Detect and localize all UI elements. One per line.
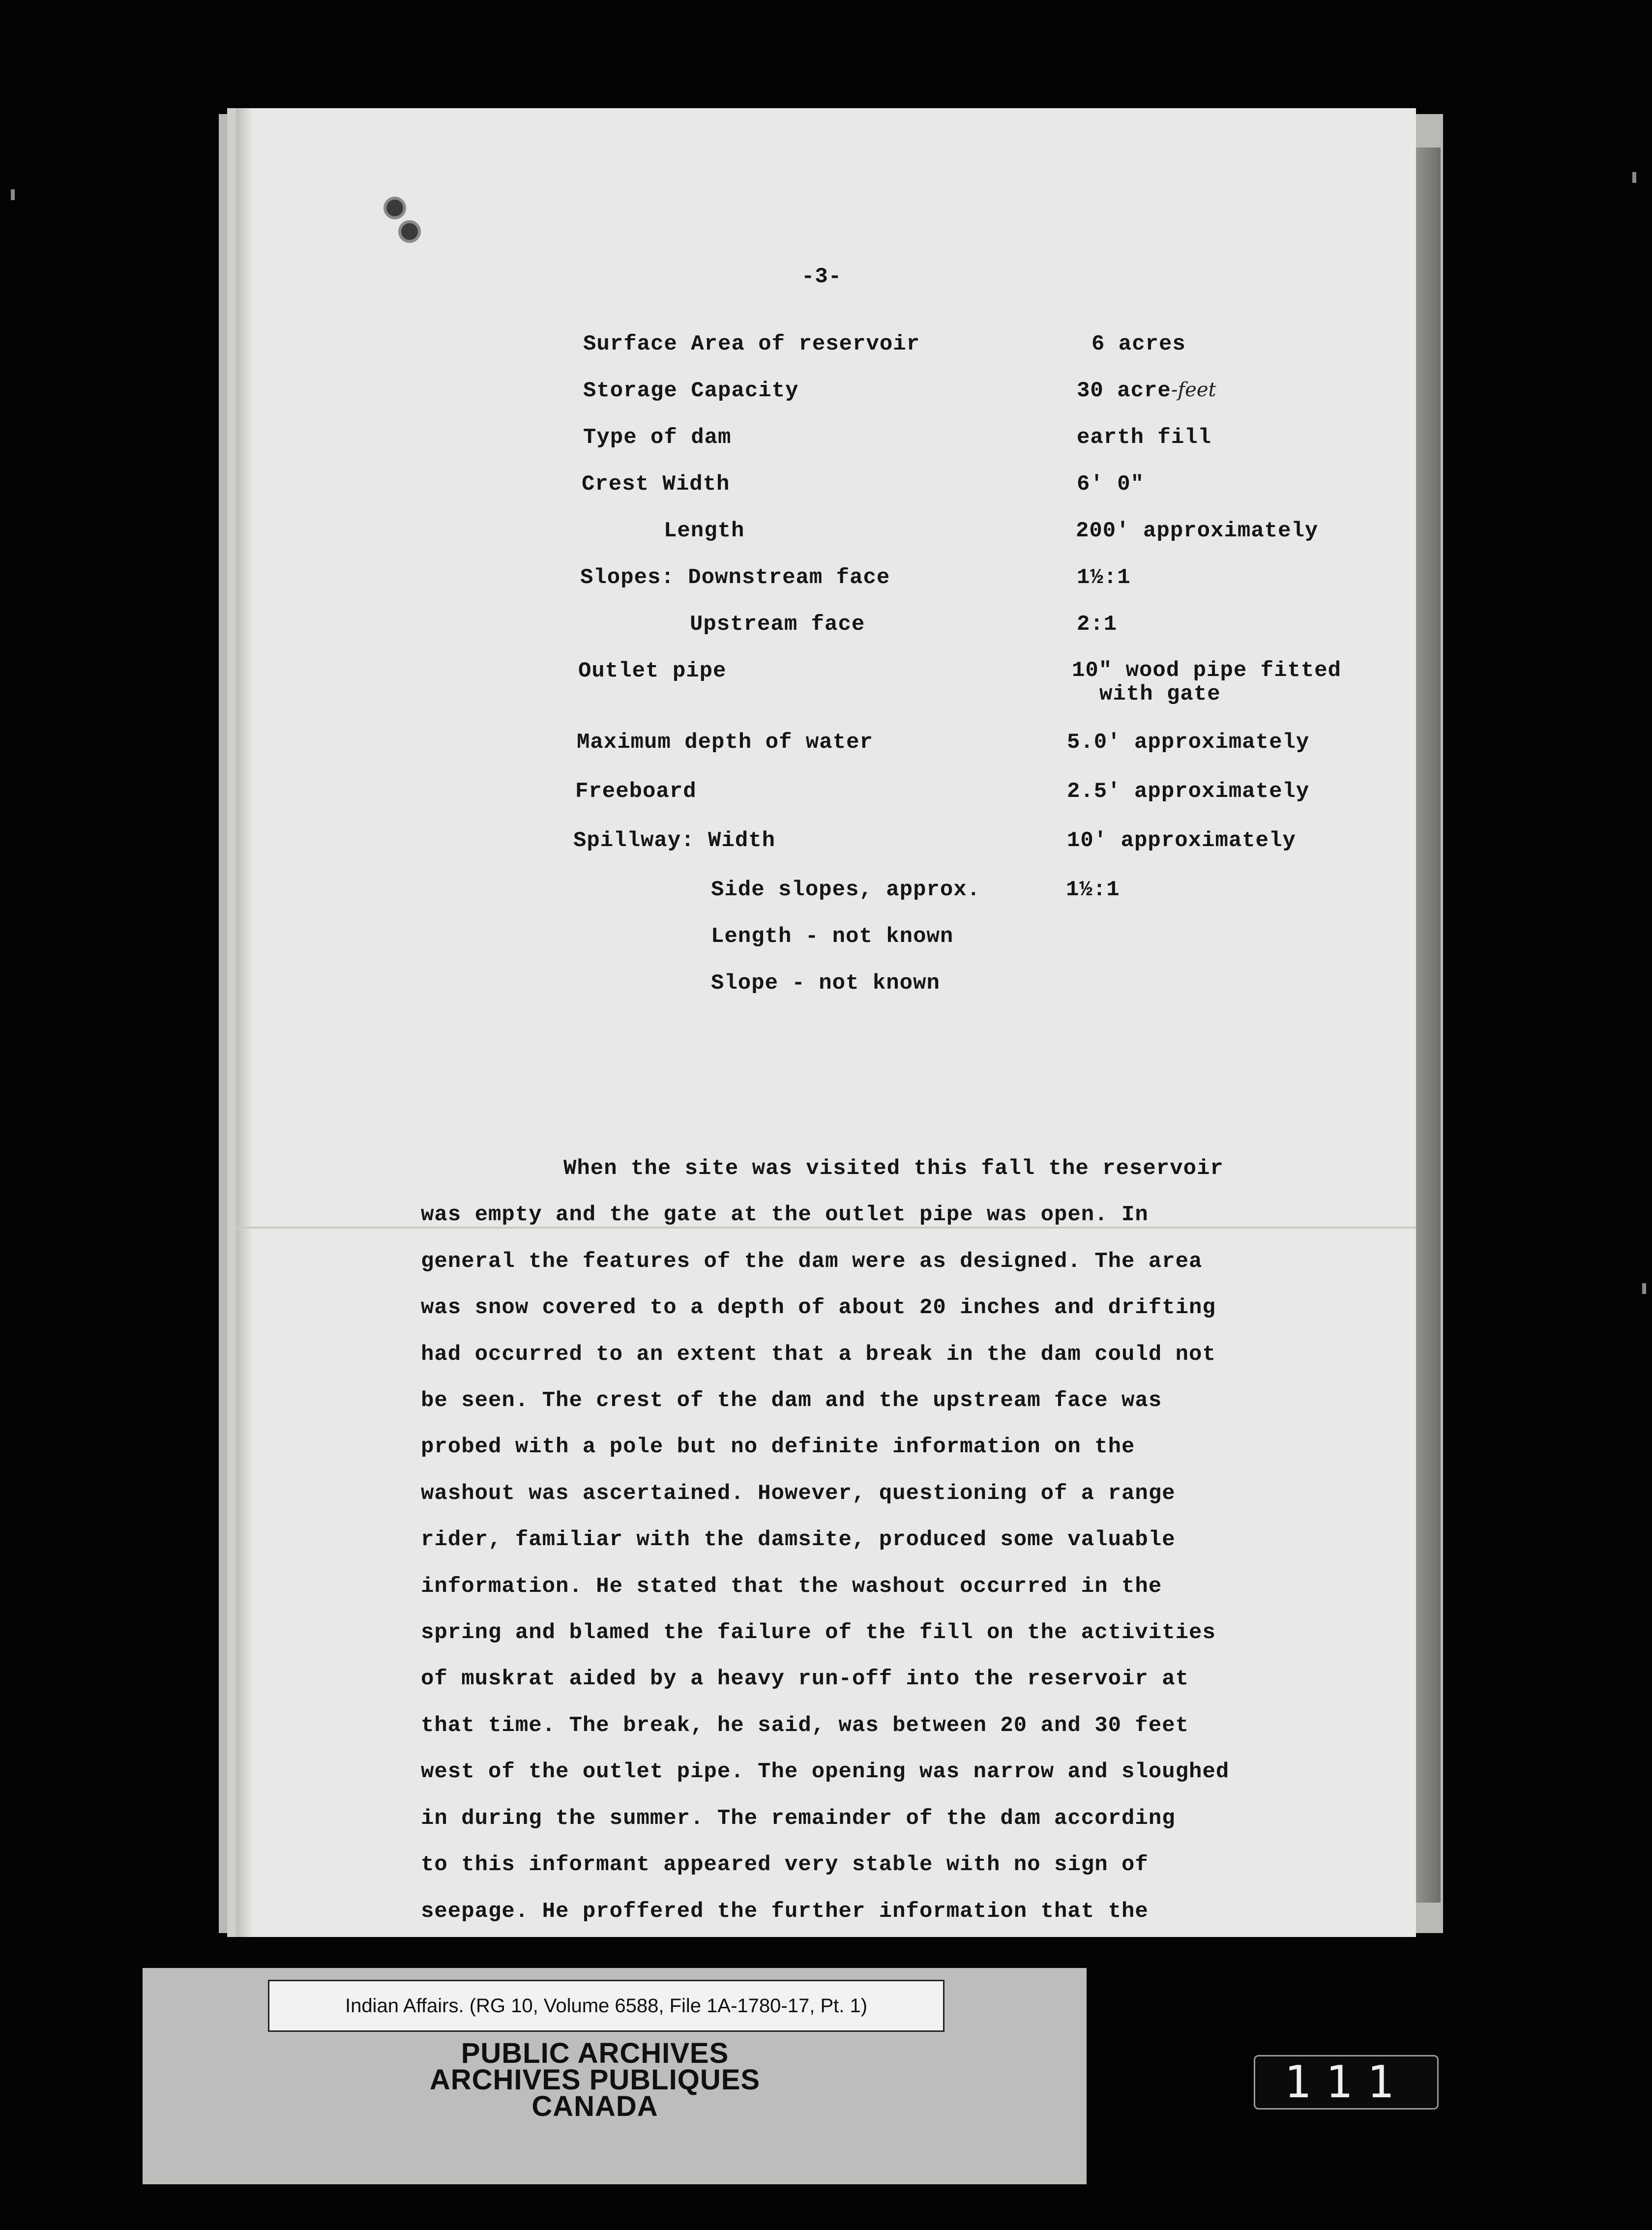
spec-row bbox=[711, 971, 940, 996]
paragraph-line: general the features of the dam were as designed. The area bbox=[421, 1249, 1203, 1274]
spec-row bbox=[573, 828, 775, 853]
spec-row bbox=[583, 425, 731, 450]
paragraph-line: to this informant appeared very stable with no sign of bbox=[421, 1852, 1149, 1878]
document-page bbox=[236, 108, 1416, 1937]
spec-value: 1½:1 bbox=[1066, 878, 1120, 902]
spec-value: 6 acres bbox=[1092, 332, 1186, 356]
spec-value bbox=[1072, 659, 1341, 706]
spec-value: earth fill bbox=[1077, 425, 1212, 450]
spec-label: Slope - not known bbox=[711, 971, 940, 996]
spec-label: Slopes: Downstream face bbox=[580, 565, 890, 590]
spec-label: Type of dam bbox=[583, 425, 732, 450]
spec-row bbox=[664, 519, 744, 543]
spec-row bbox=[577, 730, 873, 755]
paragraph-line: was empty and the gate at the outlet pipe was open. In bbox=[421, 1203, 1149, 1228]
spec-row bbox=[582, 472, 730, 497]
spec-label: Upstream face bbox=[690, 612, 865, 637]
spec-value bbox=[1077, 379, 1216, 403]
film-speck bbox=[1632, 172, 1636, 183]
page-crease bbox=[236, 108, 253, 1937]
spec-label: Side slopes, approx. bbox=[711, 878, 981, 902]
paragraph-line: spring and blamed the failure of the fill on the activities bbox=[421, 1620, 1216, 1645]
spec-value: 1½:1 bbox=[1077, 565, 1131, 590]
spec-row bbox=[580, 565, 890, 590]
spec-value: 2:1 bbox=[1077, 612, 1118, 637]
paragraph-line: probed with a pole but no definite information on the bbox=[421, 1435, 1135, 1460]
spec-value: 2.5' approximately bbox=[1067, 779, 1310, 804]
spec-row bbox=[583, 332, 920, 356]
spec-row bbox=[575, 779, 697, 804]
paragraph-line: in during the summer. The remainder of the dam according bbox=[421, 1806, 1176, 1831]
spec-label: Surface Area of reservoir bbox=[583, 332, 920, 356]
archive-reference-label: Indian Affairs. (RG 10, Volume 6588, File 1A-1780-17, Pt. 1) bbox=[268, 1980, 944, 2032]
paragraph-line: information. He stated that the washout occurred in the bbox=[421, 1574, 1162, 1599]
spec-label: Length - not known bbox=[711, 924, 954, 949]
film-speck bbox=[1642, 1283, 1646, 1294]
stamp-line: CANADA bbox=[531, 2090, 658, 2122]
spec-value: 5.0' approximately bbox=[1067, 730, 1310, 755]
spec-label: Outlet pipe bbox=[578, 659, 727, 683]
spec-value: 200' approximately bbox=[1076, 519, 1319, 543]
spec-label: Spillway: Width bbox=[573, 828, 776, 853]
stamp-line: PUBLIC ARCHIVES bbox=[461, 2037, 729, 2069]
caption-notch bbox=[98, 2025, 143, 2183]
spec-label: Freeboard bbox=[575, 779, 697, 804]
spec-row bbox=[583, 379, 798, 403]
archive-stamp bbox=[364, 2037, 826, 2122]
spec-value: 6' 0" bbox=[1077, 472, 1145, 497]
paragraph-line: washout was ascertained. However, questioning of a range bbox=[421, 1481, 1176, 1506]
page-number: -3- bbox=[801, 264, 842, 289]
spec-value: 10' approximately bbox=[1067, 828, 1296, 853]
paragraph-line: west of the outlet pipe. The opening was narrow and sloughed bbox=[421, 1760, 1230, 1785]
paragraph-line: When the site was visited this fall the reservoir bbox=[563, 1156, 1224, 1181]
spec-value-continuation: with gate bbox=[1099, 682, 1221, 706]
spec-label: Length bbox=[664, 519, 745, 543]
spec-label: Crest Width bbox=[582, 472, 730, 497]
spec-value-line: 10" wood pipe fitted bbox=[1072, 658, 1342, 683]
paragraph-line: was snow covered to a depth of about 20 inches and drifting bbox=[421, 1295, 1216, 1320]
spec-value-typed: 30 acre bbox=[1077, 379, 1171, 403]
punch-hole bbox=[398, 220, 421, 243]
spec-row bbox=[711, 878, 980, 902]
spec-row bbox=[711, 924, 953, 949]
paragraph-line: that time. The break, he said, was between 20 and 30 feet bbox=[421, 1713, 1189, 1738]
paragraph-line: had occurred to an extent that a break in the dam could not bbox=[421, 1342, 1216, 1367]
body-paragraph bbox=[421, 1145, 1355, 1935]
spec-label: Storage Capacity bbox=[583, 379, 799, 403]
stamp-line: ARCHIVES PUBLIQUES bbox=[429, 2064, 761, 2096]
film-speck bbox=[11, 189, 15, 200]
spec-row bbox=[578, 659, 726, 683]
paragraph-line: rider, familiar with the damsite, produced some valuable bbox=[421, 1527, 1176, 1553]
frame-counter: 111 bbox=[1254, 2055, 1439, 2110]
spec-label: Maximum depth of water bbox=[577, 730, 873, 755]
spec-row bbox=[690, 612, 865, 637]
paragraph-line: be seen. The crest of the dam and the upstream face was bbox=[421, 1388, 1162, 1413]
handwritten-annotation: -feet bbox=[1171, 379, 1216, 401]
punch-hole bbox=[384, 197, 406, 219]
paragraph-line: seepage. He proffered the further information that the bbox=[421, 1899, 1149, 1924]
paragraph-line: of muskrat aided by a heavy run-off into the reservoir at bbox=[421, 1667, 1189, 1692]
